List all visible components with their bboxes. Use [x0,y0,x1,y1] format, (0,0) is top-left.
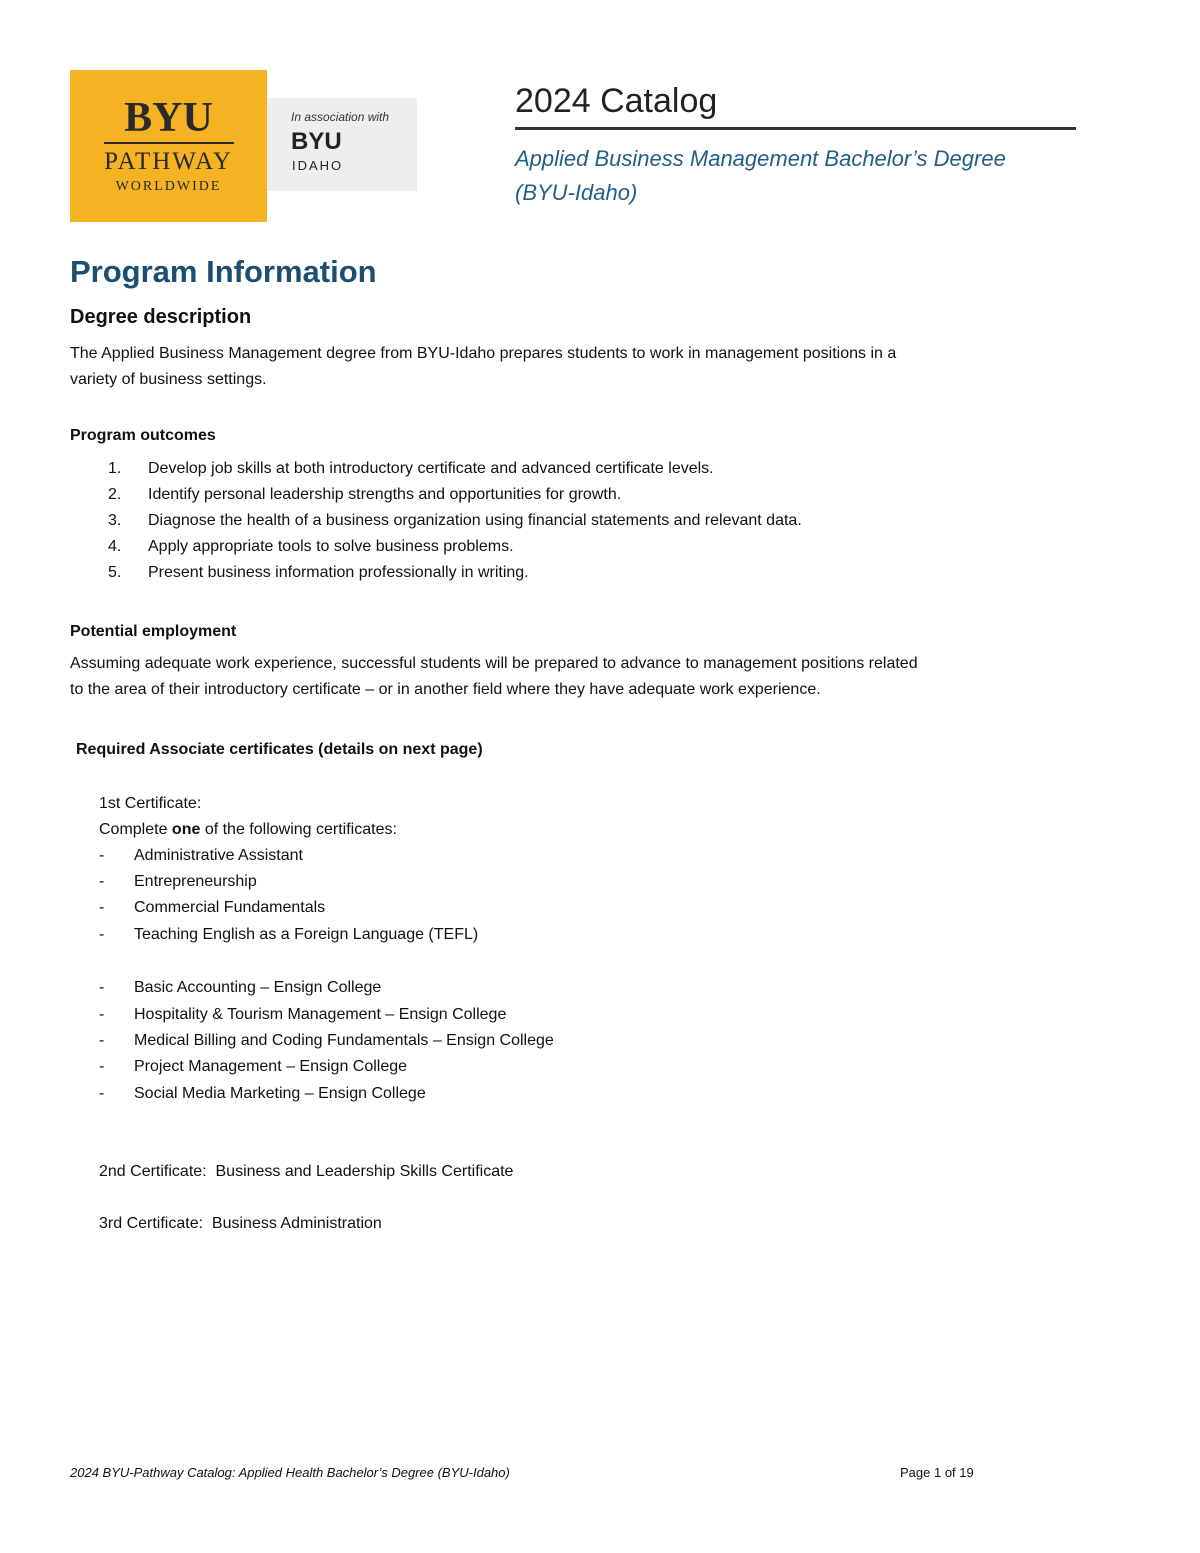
instruction-emphasis: one [171,821,201,838]
list-text: Project Management – Ensign College [134,1058,408,1075]
instruction-suffix: of the following certificates: [200,821,397,838]
degree-title-line2: (BYU-Idaho) [515,180,638,205]
list-text: Identify personal leadership strengths and opportunities for growth. [148,486,622,503]
list-text: Entrepreneurship [134,873,257,890]
third-certificate: 3rd Certificate: Business Administration [99,1215,382,1232]
logo-divider [104,142,234,144]
list-dash: - [99,979,105,996]
list-text: Medical Billing and Coding Fundamentals – Ensign College [134,1032,554,1049]
list-text: Apply appropriate tools to solve business problems. [148,538,514,555]
program-info-heading: Program Information [70,254,377,289]
required-certificates-heading: Required Associate certificates (details on next page) [76,741,483,758]
program-outcomes-heading: Program outcomes [70,427,216,444]
list-text: Administrative Assistant [134,847,303,864]
list-item [108,508,1108,534]
byu-idaho-logo [267,98,417,191]
degree-title [515,142,1095,210]
logo-line-worldwide: WORLDWIDE [115,179,222,194]
list-item [108,560,1108,586]
potential-employment-heading: Potential employment [70,623,237,640]
degree-title-line1: Applied Business Management Bachelor’s Degree [515,146,1006,171]
list-text: Hospitality & Tourism Management – Ensign College [134,1006,507,1023]
second-certificate: 2nd Certificate: Business and Leadership Skills Certificate [99,1163,514,1180]
list-text: Develop job skills at both introductory certificate and advanced certificate levels. [148,460,714,477]
list-text: Commercial Fundamentals [134,899,326,916]
list-dash: - [99,1085,105,1102]
logo-line-pathway: PATHWAY [104,148,233,175]
degree-description-line2: variety of business settings. [70,371,267,388]
list-dash: - [99,899,105,916]
certificate-list-group2 [99,975,899,1110]
list-number: 5. [108,564,122,581]
list-item [99,1081,899,1107]
program-outcomes-list [108,456,1108,586]
list-item [108,456,1108,482]
list-item [99,922,899,948]
list-dash: - [99,926,105,943]
list-dash: - [99,873,105,890]
employment-line1: Assuming adequate work experience, successful students will be prepared to advance to management positions related [70,655,918,672]
list-number: 1. [108,460,122,477]
list-item [99,1054,899,1080]
list-number: 3. [108,512,122,529]
title-divider [515,127,1076,130]
list-number: 4. [108,538,122,555]
logo-assoc-text: In association with [291,110,390,124]
complete-one-instruction [99,817,397,843]
degree-description-text [70,341,1150,393]
instruction-prefix: Complete [99,821,172,838]
catalog-title: 2024 Catalog [515,82,718,120]
list-item [99,975,899,1001]
byu-pathway-logo [70,70,267,222]
list-text: Teaching English as a Foreign Language (TEFL) [134,926,479,943]
list-item [99,869,899,895]
list-text: Social Media Marketing – Ensign College [134,1085,426,1102]
list-dash: - [99,1058,105,1075]
list-item [99,843,899,869]
logo-idaho-byu: BYU [291,128,342,155]
potential-employment-text [70,651,1150,703]
first-certificate-label: 1st Certificate: [99,795,202,812]
logo-idaho-idaho: IDAHO [292,158,344,173]
list-dash: - [99,847,105,864]
logo-line-byu: BYU [124,95,213,141]
list-text: Present business information professionally in writing. [148,564,529,581]
list-text: Diagnose the health of a business organization using financial statements and relevant data. [148,512,802,529]
employment-line2: to the area of their introductory certificate – or in another field where they have adequate work experience. [70,681,821,698]
degree-description-heading: Degree description [70,306,252,328]
degree-description-line1: The Applied Business Management degree from BYU-Idaho prepares students to work in management positions in a [70,345,897,362]
list-item [108,482,1108,508]
certificate-list-group1 [99,843,899,953]
list-item [99,1002,899,1028]
list-item [108,534,1108,560]
list-text: Basic Accounting – Ensign College [134,979,382,996]
footer-text: 2024 BYU-Pathway Catalog: Applied Health Bachelor’s Degree (BYU-Idaho) [70,1465,510,1480]
page-number: Page 1 of 19 [900,1465,974,1480]
list-item [99,895,899,921]
list-dash: - [99,1006,105,1023]
list-item [99,1028,899,1054]
list-number: 2. [108,486,122,503]
list-dash: - [99,1032,105,1049]
